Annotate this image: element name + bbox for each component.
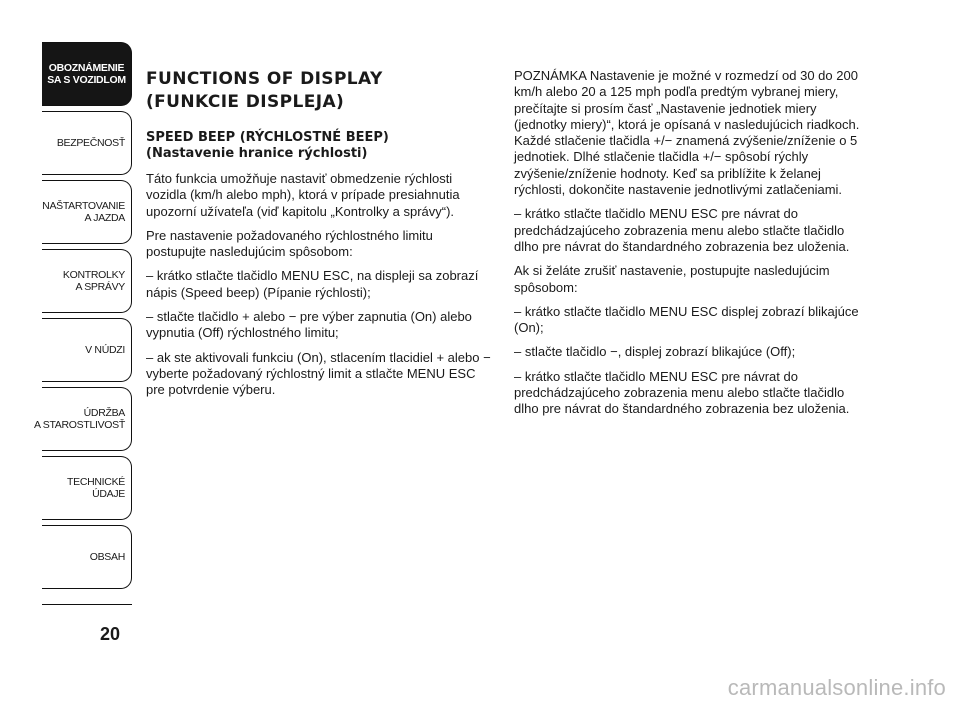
tab-label-line: KONTROLKY <box>62 269 125 281</box>
page-number: 20 <box>100 624 121 644</box>
tab-label-line: A JAZDA <box>84 212 125 224</box>
instruction-step: – krátko stlačte tlačidlo MENU ESC displej zobrazí blikajúce (On); <box>514 303 859 336</box>
body-paragraph: Táto funkcia umožňuje nastaviť obmedzenie rýchlosti vozidla (km/h alebo mph), ktorá v prípade presiahnutia upozorní užívateľa (viď kapitolu „Kontrolky a správy“). <box>146 171 460 219</box>
left-column <box>146 68 496 407</box>
tab-label-line: ÚDAJE <box>92 488 125 500</box>
tab-label-line: SA S VOZIDLOM <box>47 74 126 86</box>
tab-oboznamenie-sa-s-vozidlom[interactable] <box>42 42 132 106</box>
instruction-step: – krátko stlačte tlačidlo MENU ESC pre návrat do predchádzajúceho zobrazenia menu alebo stlačte tlačidlo dlho pre návrat do štandardného zobrazenia bez uloženia. <box>514 206 850 254</box>
page-title-line: FUNCTIONS OF DISPLAY <box>146 69 383 89</box>
watermark: carmanualsonline.info <box>727 675 946 700</box>
section-heading <box>146 130 496 162</box>
tab-label-line: TECHNICKÉ <box>67 476 125 488</box>
instruction-step: – stlačte tlačidlo + alebo − pre výber zapnutia (On) alebo vypnutia (Off) rýchlostného limitu; <box>146 309 472 341</box>
instruction-step: – ak ste aktivovali funkciu (On), stlacením tlacidiel + alebo − vyberte požadovaný rýchlostný limit a stlačte MENU ESC pre potvrdenie výberu. <box>146 349 491 398</box>
body-paragraph: Ak si želáte zrušiť nastavenie, postupujte nasledujúcim spôsobom: <box>514 263 830 295</box>
right-column <box>514 68 860 426</box>
tab-label-line: A STAROSTLIVOSŤ <box>34 419 125 431</box>
instruction-step: – stlačte tlačidlo −, displej zobrazí blikajúce (Off); <box>514 344 796 360</box>
chapter-tab-bar <box>34 42 134 620</box>
tab-bezpecnost[interactable] <box>42 111 132 175</box>
tab-obsah[interactable] <box>42 525 132 589</box>
section-heading-line: SPEED BEEP (RÝCHLOSTNÉ BEEP) <box>146 130 389 145</box>
tab-label-line: A SPRÁVY <box>75 281 125 293</box>
tab-nastartovanie-a-jazda[interactable] <box>42 180 132 244</box>
tab-label-line: NAŠTARTOVANIE <box>42 200 125 212</box>
tab-label-line: V NÚDZI <box>85 344 125 356</box>
instruction-step: – krátko stlačte tlačidlo MENU ESC, na displeji sa zobrazí nápis (Speed beep) (Pípanie rýchlosti); <box>146 268 479 300</box>
page-title <box>146 68 496 114</box>
tab-technicke-udaje[interactable] <box>42 456 132 520</box>
body-paragraph: Pre nastavenie požadovaného rýchlostného limitu postupujte nasledujúcim spôsobom: <box>146 227 433 260</box>
page-title-line: (FUNKCIE DISPLEJA) <box>146 92 345 112</box>
tab-kontrolky-a-spravy[interactable] <box>42 249 132 313</box>
tab-label-line: OBOZNÁMENIE <box>48 62 125 74</box>
tab-udrzba-a-starostlivost[interactable] <box>34 387 132 451</box>
tab-v-nudzi[interactable] <box>42 318 132 382</box>
tab-label-line: BEZPEČNOSŤ <box>56 137 125 149</box>
sidebar-bottom-divider <box>42 604 132 605</box>
instruction-step: – krátko stlačte tlačidlo MENU ESC pre návrat do predchádzajúceho zobrazenia menu alebo stlačte tlačidlo dlho pre návrat do štandardného zobrazenia bez uloženia. <box>514 368 850 417</box>
tab-label-line: OBSAH <box>89 551 125 563</box>
tab-label-line: ÚDRŽBA <box>83 407 125 419</box>
section-heading-line: (Nastavenie hranice rýchlosti) <box>146 146 368 161</box>
note-paragraph: POZNÁMKA Nastavenie je možné v rozmedzí od 30 do 200 km/h alebo 20 a 125 mph podľa predtým vybranej miery, prečítajte si prosím časť „Nastavenie jednotiek miery (jednotky miery)“, ktorá je opísaná v nasledujúcich riadkoch. Každé stlačenie tlačidla +/− znamená zvýšenie/zníženie o 5 jednotiek. Dlhé stlačenie tlačidla +/− spôsobí rýchly zvýšenie/zníženie hodnoty. Keď sa priblížite k želanej rýchlosti, dokončite nastavenie jednotlivými zatlačeniami. <box>514 68 860 198</box>
